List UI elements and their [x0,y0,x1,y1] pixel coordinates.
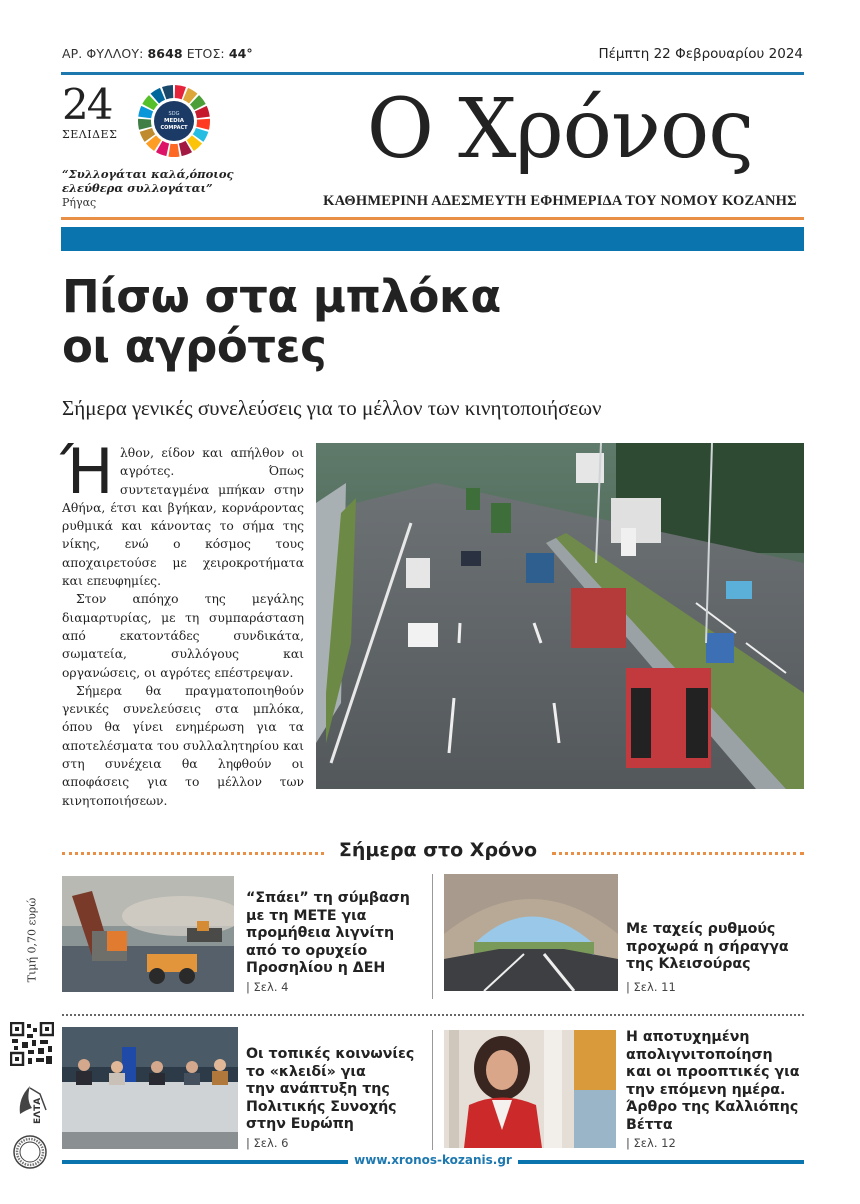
story-4-line: Η αποτυχημένη [626,1029,750,1045]
section-divider-right [552,852,804,855]
masthead-quote [62,167,262,195]
stories-divider [62,1014,804,1016]
story-3-line: το «κλειδί» για [246,1063,366,1080]
website-link[interactable]: www.xronos-kozanis.gr [354,1153,512,1167]
pages-label: ΣΕΛΙΔΕΣ [62,128,118,141]
headline-line-1: Πίσω στα μπλόκα [62,270,501,323]
story-4-line: Βέττα [626,1116,673,1133]
footer-rule-right [518,1160,804,1164]
story-3-title[interactable] [246,1046,426,1134]
issue-label: ΑΡ. ΦΥΛΛΟΥ: [62,46,144,61]
issue-date: Πέμπτη 22 Φεβρουαρίου 2024 [598,46,803,62]
story-3-line: Πολιτικής Συνοχής [246,1098,397,1115]
newspaper-tagline: ΚΑΘΗΜΕΡΙΝΗ ΑΔΕΣΜΕΥΤΗ ΕΦΗΜΕΡΙΔΑ ΤΟΥ ΝΟΜΟΥ ΚΟΖΑΝΗΣ [323,193,797,209]
year-label: ΕΤΟΣ: [186,46,225,61]
column-divider [432,1030,433,1150]
blue-band [61,227,804,251]
story-1-line: με τη ΜΕΤΕ για [246,907,367,924]
quote-line-1: “Συλλογάται καλά,όποιος [62,167,234,181]
story-2-photo-tunnel[interactable] [444,874,618,991]
sdg-text-1: SDG [168,111,180,117]
story-3-line: Οι τοπικές κοινωνίες [246,1046,415,1062]
article-paragraph: Σήμερα θα πραγματοποιηθούν γενικές συνελεύσεις στα μπλόκα, όπου θα γίνει ενημέρωση για τα αποτελέσματα του συλλαλητηρίου και στη συνέχεια θα ληφθούν οι αποφάσεις για το μέλλον των κινητοποιήσεων. [62,683,304,808]
section-title: Σήμερα στο Χρόνο [338,839,538,861]
elta-logo-icon [12,1080,50,1128]
issue-info [62,46,253,61]
story-4-line: Άρθρο της Καλλιόπης [626,1099,799,1115]
story-3-photo-conference[interactable] [62,1027,238,1149]
story-2-line: προχωρά η σήραγγα [626,938,789,955]
lead-subheadline: Σήμερα γενικές συνελεύσεις για το μέλλον των κινητοποιήσεων [62,396,602,420]
qr-code-icon[interactable] [10,1022,54,1066]
lead-article-body [60,435,304,810]
story-4-line: την επόμενη ημέρα. [626,1081,786,1098]
pages-count: 24 [62,80,112,129]
story-4-photo-portrait[interactable] [444,1030,616,1148]
lead-photo-tractors-highway[interactable] [316,443,804,789]
elta-label: ΕΛΤΑ [33,1097,43,1124]
story-3-line: στην Ευρώπη [246,1116,354,1132]
sdg-media-compact-logo [137,84,211,158]
story-4-line: απολιγνιτοποίηση [626,1046,773,1063]
story-3-page: | Σελ. 6 [246,1136,289,1150]
paragraph-1-text: λθον, είδον και απήλθον οι αγρότες. Όπως συντεταγμένα μπήκαν στην Αθήνα, έτσι και βγήκαν, κορνάροντας ρυθμικά και κάνοντας το σήμα της νίκης, ενώ ο κόσμος τους αποχαιρετούσε με χειροκροτήματα και επευφημίες. [62,446,304,589]
headline-line-2: οι αγρότες [62,320,327,373]
story-1-photo-mine[interactable] [62,876,234,992]
story-1-line: Προσηλίου η ΔΕΗ [246,960,386,976]
price-text: Τιμή 0,70 ευρώ [25,897,39,983]
lead-headline[interactable] [62,272,762,372]
newspaper-logo[interactable]: Ο Χρόνος [366,82,754,177]
drop-cap: Ή [60,435,115,508]
story-1-title[interactable] [246,890,426,978]
quote-author: Ρήγας [62,196,97,209]
story-3-line: την ανάπτυξη της [246,1081,390,1097]
issue-number: 8648 [147,46,183,61]
orange-rule [61,217,804,220]
price-label [12,880,52,1000]
story-1-line: “Σπάει” τη σύμβαση [246,890,410,906]
sdg-segment [168,144,179,157]
story-1-line: από το ορυχείο [246,942,368,959]
sdg-text-3: COMPACT [160,125,188,131]
year-value: 44° [228,46,253,61]
footer-rule-left [62,1160,348,1164]
story-2-line: Με ταχείς ρυθμούς [626,921,776,937]
story-4-line: και οι προοπτικές για [626,1064,800,1080]
story-2-line: της Κλεισούρας [626,956,751,972]
story-4-title[interactable] [626,1029,806,1134]
story-2-page: | Σελ. 11 [626,980,676,994]
story-2-title[interactable] [626,921,806,974]
sdg-segment [138,119,152,130]
top-rule [61,72,804,75]
article-paragraph: Στον απόηχο της μεγάλης διαμαρτυρίας, με τη συμπαράσταση από εκατοντάδες συνδικάτα, σωματεία, συλλόγους και οργανώσεις, οι αγρότες επέστρεψαν. [62,592,304,680]
article-paragraph [60,435,304,590]
story-1-page: | Σελ. 4 [246,980,289,994]
story-1-line: προμήθεια λιγνίτη [246,925,395,941]
press-association-seal-icon [12,1134,48,1170]
section-divider-left [62,852,324,855]
column-divider [432,874,433,999]
sdg-text-2: MEDIA [163,118,185,124]
story-4-page: | Σελ. 12 [626,1136,676,1150]
quote-line-2: ελεύθερα συλλογάται” [62,181,213,195]
sdg-segment [196,119,210,130]
